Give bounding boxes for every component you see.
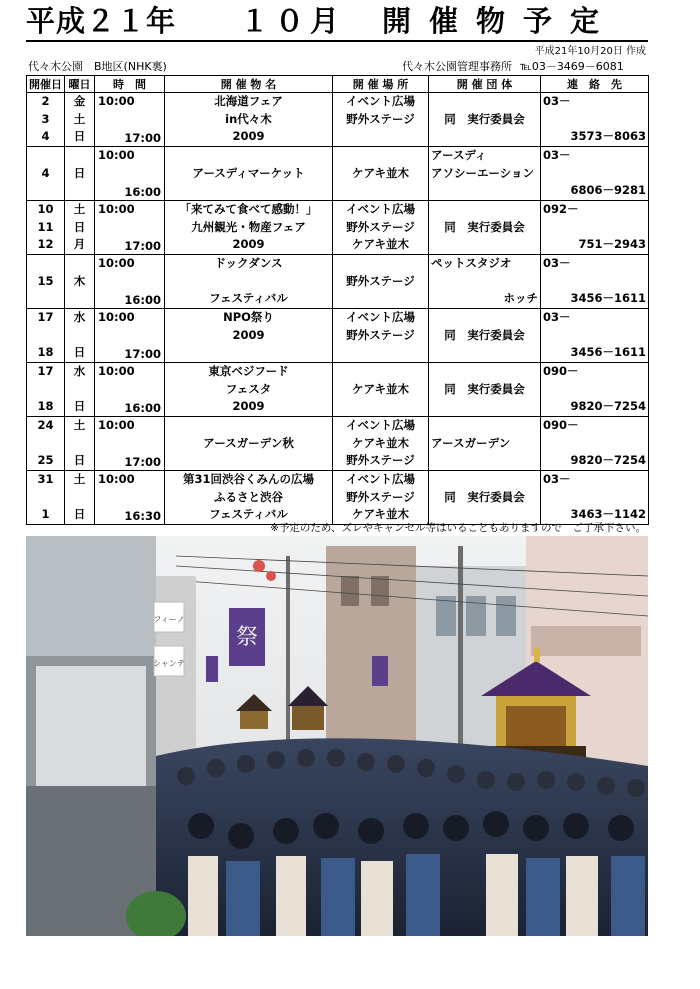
date-cell-line: 3	[41, 111, 50, 126]
header-contact: 連 絡 先	[541, 76, 649, 93]
organizer-cell	[429, 363, 541, 417]
organizer-cell-line: アースディ	[431, 148, 487, 162]
weekday-cell	[65, 255, 95, 309]
contact-cell-line: 092－	[543, 202, 579, 216]
date-cell-line	[27, 381, 64, 399]
festival-street-scene	[26, 536, 648, 936]
table-row	[27, 417, 649, 471]
time-cell	[95, 417, 165, 471]
header-day: 曜日	[65, 76, 95, 93]
contact-cell-line	[541, 165, 648, 183]
venue-cell-line: ケアキ並木	[351, 381, 410, 396]
organizer-cell-line	[429, 363, 540, 381]
weekday-cell	[65, 93, 95, 147]
event-schedule-table	[26, 75, 649, 525]
contact-cell	[541, 147, 649, 201]
end-time: 17:00	[124, 455, 161, 469]
venue-cell	[333, 309, 429, 363]
organizer-cell-line	[429, 471, 540, 489]
organizer-cell-line: 同 実行委員会	[444, 219, 525, 234]
contact-cell-line: 03－	[543, 310, 571, 324]
venue-cell	[333, 417, 429, 471]
contact-cell-line	[541, 327, 648, 345]
organizer-cell-line: ホッチ	[503, 291, 538, 306]
time-cell	[95, 471, 165, 525]
weekday-cell-line: 日	[73, 129, 86, 144]
date-cell-line: 17	[37, 310, 54, 324]
weekday-cell-line: 土	[73, 111, 86, 126]
weekday-cell	[65, 201, 95, 255]
table-row	[27, 471, 649, 525]
event-name-cell	[165, 255, 333, 309]
date-cell	[27, 417, 65, 471]
contact-cell	[541, 93, 649, 147]
venue-cell	[333, 363, 429, 417]
venue-cell-line	[333, 182, 428, 200]
start-time: 10:00	[98, 94, 135, 108]
end-time: 16:30	[124, 509, 161, 523]
organizer-cell-line: 同 実行委員会	[444, 381, 525, 396]
end-time: 17:00	[124, 131, 161, 145]
event-name-cell	[165, 309, 333, 363]
venue-cell-line: ケアキ並木	[351, 237, 410, 252]
time-cell	[95, 255, 165, 309]
organizer-cell	[429, 147, 541, 201]
park-location: 代々木公園 B地区(NHK裏)	[28, 60, 167, 73]
date-cell-line: 10	[37, 202, 54, 216]
event-name-cell	[165, 147, 333, 201]
organizer-cell	[429, 417, 541, 471]
weekday-cell-line: 日	[73, 219, 86, 234]
start-time: 10:00	[98, 202, 135, 216]
weekday-cell-line	[65, 182, 94, 200]
contact-cell-line: 03－	[543, 94, 571, 108]
table-row	[27, 147, 649, 201]
contact-cell-line: 090－	[543, 418, 579, 432]
office-phone: ℡03－3469－6081	[520, 60, 624, 73]
weekday-cell-line: 土	[73, 472, 86, 486]
shop-sign-chante: シャンテ	[153, 659, 185, 668]
venue-cell-line	[333, 147, 428, 165]
festival-banner: 祭	[235, 625, 259, 650]
weekday-cell-line: 日	[73, 165, 86, 180]
venue-cell-line: ケアキ並木	[351, 507, 410, 522]
weekday-cell-line: 水	[73, 310, 86, 324]
table-row	[27, 93, 649, 147]
weekday-cell-line: 木	[73, 273, 86, 288]
event-name-cell-line: ふるさと渋谷	[214, 489, 283, 504]
venue-cell-line: イベント広場	[346, 418, 415, 432]
date-cell-line	[27, 327, 64, 345]
header-date: 開催日	[27, 76, 65, 93]
venue-cell	[333, 471, 429, 525]
organizer-cell-line: 同 実行委員会	[444, 327, 525, 342]
date-cell-line: 17	[37, 364, 54, 378]
venue-cell-line: 野外ステージ	[346, 111, 415, 126]
weekday-cell-line: 土	[73, 418, 86, 432]
weekday-cell	[65, 147, 95, 201]
date-cell-line: 1	[41, 507, 50, 522]
date-cell-line: 12	[37, 237, 54, 252]
shop-sign-fino: フィーノ	[153, 615, 185, 624]
date-cell	[27, 147, 65, 201]
table-row	[27, 201, 649, 255]
event-name-cell-line: フェスタ	[225, 381, 272, 396]
start-time: 10:00	[98, 256, 135, 270]
event-name-cell-line: アースガーデン秋	[203, 435, 294, 450]
weekday-cell-line: 日	[73, 507, 86, 522]
event-name-cell-line: 北海道フェア	[214, 94, 283, 108]
venue-cell-line: イベント広場	[346, 94, 415, 108]
date-cell-line	[27, 255, 64, 273]
event-name-cell	[165, 417, 333, 471]
weekday-cell-line: 日	[73, 399, 86, 414]
event-name-cell-line: in代々木	[225, 111, 272, 126]
disclaimer-note: ※予定のため、ズレやキャンセル等はいることもありますので ご了承下さい。	[270, 522, 646, 534]
weekday-cell-line: 月	[73, 237, 86, 252]
date-cell	[27, 201, 65, 255]
organizer-cell-line	[429, 182, 540, 200]
contact-cell-line	[541, 111, 648, 129]
date-cell	[27, 471, 65, 525]
event-name-cell-line: 2009	[232, 129, 265, 144]
date-cell-line: 25	[37, 453, 54, 468]
organizer-cell-line	[429, 398, 540, 416]
venue-cell-line	[333, 290, 428, 308]
date-cell-line	[27, 290, 64, 308]
table-row	[27, 309, 649, 363]
weekday-cell	[65, 309, 95, 363]
date-cell-line: 18	[37, 399, 54, 414]
start-time: 10:00	[98, 472, 135, 486]
contact-cell-line	[541, 435, 648, 453]
venue-cell-line	[333, 363, 428, 381]
header-era: 平成２１年	[26, 4, 177, 38]
contact-cell-line: 090－	[543, 364, 579, 378]
venue-cell-line: イベント広場	[346, 202, 415, 216]
weekday-cell-line	[65, 255, 94, 273]
event-name-cell-line	[165, 147, 332, 165]
organizer-cell-line: ペットスタジオ	[431, 256, 512, 270]
contact-cell-line: 3463－1142	[570, 507, 646, 522]
venue-cell	[333, 147, 429, 201]
end-time: 16:00	[124, 401, 161, 415]
weekday-cell-line	[65, 147, 94, 165]
event-name-cell-line: ドックダンス	[214, 256, 283, 270]
office-name: 代々木公園管理事務所	[402, 60, 512, 73]
event-name-cell-line: フェスティバル	[209, 507, 288, 522]
venue-cell-line	[333, 255, 428, 273]
contact-cell-line	[541, 489, 648, 507]
organizer-cell-line: 同 実行委員会	[444, 489, 525, 504]
date-cell	[27, 363, 65, 417]
date-cell-line	[27, 182, 64, 200]
contact-cell-line: 3456－1611	[570, 345, 646, 360]
weekday-cell	[65, 417, 95, 471]
start-time: 10:00	[98, 310, 135, 324]
organizer-cell-line: アソシーエーション	[431, 165, 535, 180]
date-cell-line	[27, 435, 64, 453]
venue-cell-line: イベント広場	[346, 310, 415, 324]
event-name-cell	[165, 93, 333, 147]
contact-cell	[541, 309, 649, 363]
date-cell-line: 31	[37, 472, 54, 486]
time-cell	[95, 201, 165, 255]
event-name-cell	[165, 363, 333, 417]
event-name-cell-line: 2009	[232, 327, 265, 342]
organizer-cell-line: アースガーデン	[431, 435, 511, 450]
date-cell	[27, 255, 65, 309]
event-name-cell-line: NPO祭り	[223, 310, 274, 324]
time-cell	[95, 147, 165, 201]
venue-cell	[333, 93, 429, 147]
event-name-cell-line	[165, 273, 332, 291]
venue-cell-line: 野外ステージ	[346, 273, 415, 288]
organizer-cell-line: 同 実行委員会	[444, 111, 525, 126]
event-name-cell-line: 2009	[232, 237, 265, 252]
contact-cell	[541, 363, 649, 417]
venue-cell-line: 野外ステージ	[346, 453, 415, 468]
organizer-cell	[429, 309, 541, 363]
organizer-cell-line	[429, 309, 540, 327]
page-header	[26, 2, 648, 42]
start-time: 10:00	[98, 364, 135, 378]
contact-cell-line	[541, 273, 648, 291]
venue-cell-line: 野外ステージ	[346, 327, 415, 342]
weekday-cell-line	[65, 327, 94, 345]
end-time: 16:00	[124, 293, 161, 307]
date-cell-line: 11	[37, 219, 54, 234]
header-event-name: 開 催 物 名	[165, 76, 333, 93]
organizer-cell	[429, 93, 541, 147]
event-name-cell-line: アースディマーケット	[192, 165, 305, 180]
organizer-cell	[429, 255, 541, 309]
contact-cell	[541, 201, 649, 255]
time-cell	[95, 363, 165, 417]
contact-cell	[541, 471, 649, 525]
venue-cell-line	[333, 128, 428, 146]
contact-cell-line	[541, 381, 648, 399]
end-time: 17:00	[124, 347, 161, 361]
festival-photo	[26, 536, 648, 936]
venue-cell	[333, 255, 429, 309]
contact-cell-line: 9820－7254	[570, 453, 646, 468]
weekday-cell-line	[65, 290, 94, 308]
table-header-row	[27, 76, 649, 93]
date-cell-line	[27, 147, 64, 165]
header-organizer: 開 催 団 体	[429, 76, 541, 93]
page-title: 開催物予定	[382, 4, 618, 38]
event-name-cell-line: 九州観光・物産フェア	[191, 219, 306, 234]
date-cell-line: 2	[41, 94, 50, 108]
organizer-cell-line	[429, 201, 540, 219]
date-cell	[27, 309, 65, 363]
organizer-cell-line	[429, 273, 540, 291]
event-name-cell-line	[165, 452, 332, 470]
date-cell	[27, 93, 65, 147]
date-cell-line: 18	[37, 345, 54, 360]
organizer-cell	[429, 201, 541, 255]
venue-cell-line	[333, 398, 428, 416]
contact-cell-line: 6806－9281	[570, 183, 646, 198]
organizer-cell-line	[429, 452, 540, 470]
weekday-cell-line: 日	[73, 453, 86, 468]
end-time: 16:00	[124, 185, 161, 199]
start-time: 10:00	[98, 418, 135, 432]
event-name-cell-line: 東京ベジフード	[208, 364, 289, 378]
table-row	[27, 255, 649, 309]
table-row	[27, 363, 649, 417]
contact-cell-line: 9820－7254	[570, 399, 646, 414]
weekday-cell-line	[65, 381, 94, 399]
date-cell-line: 15	[37, 273, 54, 288]
event-name-cell-line: 2009	[232, 399, 265, 414]
end-time: 17:00	[124, 239, 161, 253]
event-name-cell-line: 第31回渋谷くみんの広場	[182, 472, 314, 486]
contact-cell	[541, 417, 649, 471]
contact-cell-line: 03－	[543, 472, 571, 486]
time-cell	[95, 93, 165, 147]
venue-cell-line: ケアキ並木	[351, 165, 410, 180]
contact-cell-line: 751－2943	[578, 237, 646, 252]
venue-cell-line: ケアキ並木	[351, 435, 410, 450]
organizer-cell-line	[429, 128, 540, 146]
venue-cell-line: イベント広場	[346, 472, 415, 486]
weekday-cell	[65, 363, 95, 417]
date-cell-line	[27, 489, 64, 507]
event-name-cell-line	[165, 182, 332, 200]
event-name-cell	[165, 471, 333, 525]
date-cell-line: 4	[41, 165, 50, 180]
organizer-cell-line	[429, 344, 540, 362]
venue-cell-line	[333, 344, 428, 362]
creation-date: 平成21年10月20日 作成	[534, 46, 646, 57]
contact-cell	[541, 255, 649, 309]
start-time: 10:00	[98, 148, 135, 162]
time-cell	[95, 309, 165, 363]
weekday-cell-line: 水	[73, 364, 86, 378]
organizer-cell-line	[429, 236, 540, 254]
event-name-cell-line: フェスティバル	[209, 291, 288, 306]
weekday-cell-line: 日	[73, 345, 86, 360]
event-name-cell-line	[165, 417, 332, 435]
event-name-cell-line	[165, 344, 332, 362]
contact-cell-line: 3573－8063	[570, 129, 646, 144]
organizer-cell	[429, 471, 541, 525]
header-month: １０月	[240, 4, 346, 38]
venue-cell-line: 野外ステージ	[346, 489, 415, 504]
weekday-cell-line	[65, 489, 94, 507]
organizer-cell-line	[429, 93, 540, 111]
date-cell-line: 4	[41, 129, 50, 144]
venue-cell	[333, 201, 429, 255]
weekday-cell-line: 金	[73, 94, 86, 108]
organizer-cell-line	[429, 417, 540, 435]
header-time: 時 間	[95, 76, 165, 93]
event-name-cell	[165, 201, 333, 255]
header-venue: 開 催 場 所	[333, 76, 429, 93]
date-cell-line: 24	[37, 418, 54, 432]
venue-cell-line: 野外ステージ	[346, 219, 415, 234]
weekday-cell	[65, 471, 95, 525]
contact-cell-line: 3456－1611	[570, 291, 646, 306]
event-name-cell-line: 「来てみて食べて感動！」	[179, 202, 318, 216]
contact-cell-line: 03－	[543, 148, 571, 162]
contact-cell-line	[541, 219, 648, 237]
weekday-cell-line: 土	[73, 202, 86, 216]
weekday-cell-line	[65, 435, 94, 453]
contact-cell-line: 03－	[543, 256, 571, 270]
